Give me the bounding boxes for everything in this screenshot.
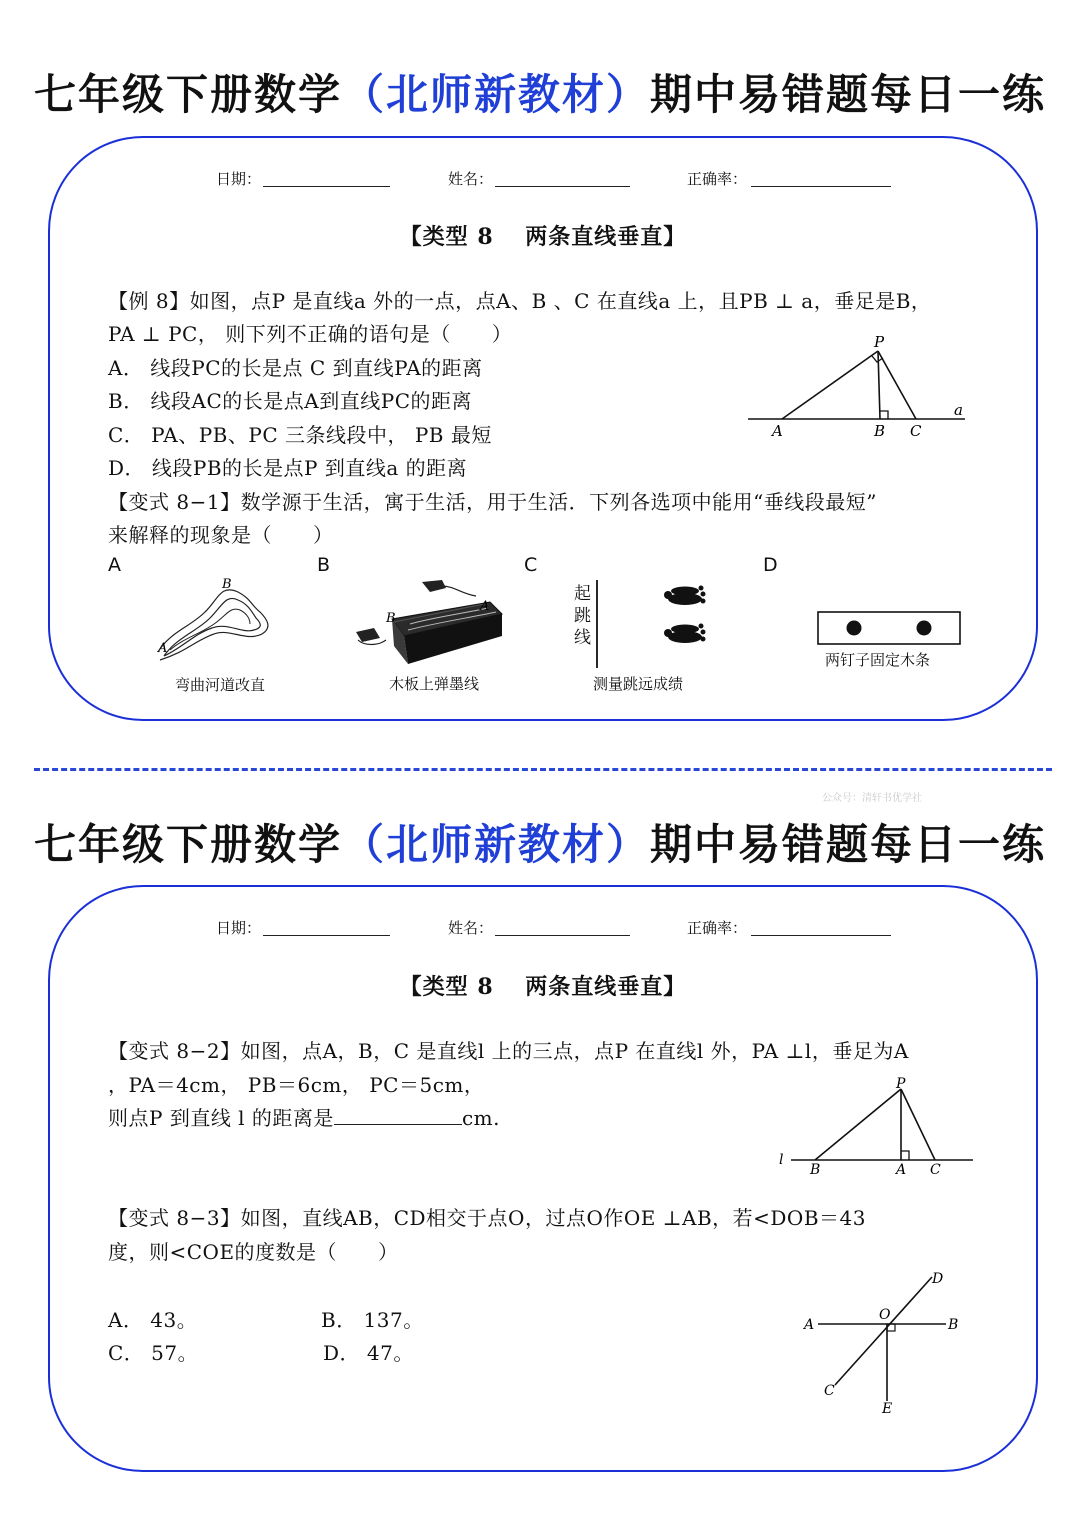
right-angle-a bbox=[901, 1151, 909, 1160]
title-suffix: 期中易错题每日一练 bbox=[650, 820, 1047, 869]
variant3-stem-line-2: 度，则<COE的度数是（ ） bbox=[108, 1240, 399, 1264]
worksheet-card-1 bbox=[48, 136, 1038, 721]
example-option-b: B． 线段AC的长是点A到直线PC的距离 bbox=[108, 389, 473, 413]
label-a: A bbox=[896, 1162, 907, 1177]
variant2-stem-line-1: 【变式 8−2】如图，点A，B，C 是直线l 上的三点，点P 在直线l 外，PA ⊥l，垂足为A bbox=[108, 1039, 909, 1063]
page-title-bottom bbox=[0, 812, 1080, 872]
label-b: B bbox=[874, 422, 886, 440]
caption-a: 弯曲河道改直 bbox=[175, 676, 266, 694]
caption-d: 两钉子固定木条 bbox=[825, 651, 931, 669]
example-stem-line-1: 【例 8】如图，点P 是直线a 外的一点，点A、B 、C 在直线a 上，且PB ⊥ a，垂足是B， bbox=[108, 289, 932, 313]
river-illustration bbox=[150, 572, 280, 672]
variant3-option-d: D． 47。 bbox=[323, 1341, 414, 1365]
date-label: 日期： bbox=[216, 170, 262, 188]
option-letter-d[interactable]: D bbox=[763, 554, 778, 576]
wood-strip bbox=[818, 612, 960, 644]
accuracy-field[interactable] bbox=[751, 935, 891, 936]
label-p: P bbox=[874, 333, 885, 351]
variant3-stem-line-1: 【变式 8−3】如图，直线AB，CD相交于点O，过点O作OE ⊥AB，若<DOB＝43 bbox=[108, 1206, 866, 1230]
variant1-stem-line-2: 来解释的现象是（ ） bbox=[108, 523, 334, 547]
variant2-stem-line-2: ，PA＝4cm， PB＝6cm， PC＝5cm， bbox=[108, 1073, 485, 1097]
example-option-c: C． PA、PB、PC 三条线段中， PB 最短 bbox=[108, 423, 492, 447]
variant1-stem-line-1: 【变式 8−1】数学源于生活，寓于生活，用于生活．下列各选项中能用“垂线段最短” bbox=[108, 490, 878, 514]
page-title-top bbox=[0, 62, 1080, 122]
variant3-option-c: C． 57。 bbox=[108, 1341, 199, 1365]
label-c: C bbox=[824, 1383, 835, 1399]
board-label-a: A bbox=[480, 599, 490, 614]
label-d: D bbox=[932, 1271, 944, 1287]
accuracy-label: 正确率： bbox=[687, 919, 748, 937]
title-prefix: 七年级下册数学 bbox=[33, 70, 342, 119]
date-label: 日期： bbox=[216, 919, 262, 937]
example-stem-line-2: PA ⊥ PC， 则下列不正确的语句是（ ） bbox=[108, 322, 513, 346]
caption-b: 木板上弹墨线 bbox=[389, 675, 480, 693]
long-jump-illustration bbox=[590, 574, 710, 674]
title-prefix: 七年级下册数学 bbox=[33, 820, 342, 869]
segment-pa bbox=[782, 351, 878, 419]
name-field[interactable] bbox=[495, 935, 630, 936]
river-label-a: A bbox=[158, 641, 168, 656]
label-b: B bbox=[810, 1162, 821, 1177]
watermark: 公众号：清轩书优学社 bbox=[822, 793, 922, 804]
option-letter-b[interactable]: B bbox=[317, 554, 331, 576]
name-label: 姓名： bbox=[448, 919, 494, 937]
label-e: E bbox=[882, 1401, 893, 1415]
label-line-l: l bbox=[779, 1152, 784, 1168]
name-label: 姓名： bbox=[448, 170, 494, 188]
label-b: B bbox=[948, 1317, 959, 1333]
right-angle-b bbox=[880, 411, 888, 419]
segment-pb bbox=[815, 1089, 901, 1160]
accuracy-field[interactable] bbox=[751, 186, 891, 187]
variant3-option-a: A． 43。 bbox=[108, 1308, 198, 1332]
example-option-a: A． 线段PC的长是点 C 到直线PA的距离 bbox=[108, 356, 483, 380]
board-illustration bbox=[350, 574, 510, 669]
cut-line-divider bbox=[34, 768, 1052, 771]
name-field[interactable] bbox=[495, 186, 630, 187]
nail-2-icon bbox=[917, 621, 932, 636]
segment-pc bbox=[901, 1089, 935, 1160]
label-o: O bbox=[879, 1307, 891, 1323]
example-figure bbox=[740, 333, 980, 443]
label-a: A bbox=[804, 1317, 815, 1333]
variant3-option-b: B． 137。 bbox=[321, 1308, 424, 1332]
river-label-b: B bbox=[222, 577, 232, 592]
caption-c: 测量跳远成绩 bbox=[593, 675, 684, 693]
board-label-b: B bbox=[386, 611, 396, 626]
date-field[interactable] bbox=[263, 186, 390, 187]
example-option-d: D． 线段PB的长是点P 到直线a 的距离 bbox=[108, 456, 468, 480]
title-highlight: （北师新教材） bbox=[341, 70, 650, 119]
label-c: C bbox=[930, 1162, 941, 1177]
variant2-figure bbox=[773, 1077, 983, 1177]
variant2-stem-line-3: 则点P 到直线 l 的距离是 cm. bbox=[108, 1106, 500, 1130]
option-letter-c[interactable]: C bbox=[524, 554, 538, 576]
option-letter-a[interactable]: A bbox=[108, 554, 121, 576]
answer-blank[interactable] bbox=[334, 1106, 462, 1125]
accuracy-label: 正确率： bbox=[687, 170, 748, 188]
label-line-a: a bbox=[954, 401, 963, 419]
label-p: P bbox=[896, 1077, 906, 1092]
date-field[interactable] bbox=[263, 935, 390, 936]
footprint-1-icon bbox=[664, 586, 706, 606]
title-highlight: （北师新教材） bbox=[341, 820, 650, 869]
takeoff-line-label: 起 跳 线 bbox=[574, 584, 591, 648]
type-heading: 【类型 8 两条直线垂直】 bbox=[399, 974, 687, 1000]
line-cd bbox=[835, 1277, 932, 1385]
worksheet-card-2 bbox=[48, 885, 1038, 1472]
segment-pc bbox=[878, 351, 916, 419]
type-heading: 【类型 8 两条直线垂直】 bbox=[399, 224, 687, 250]
variant3-figure bbox=[798, 1265, 978, 1415]
wood-strip-illustration bbox=[816, 610, 964, 650]
label-a: A bbox=[772, 422, 783, 440]
title-suffix: 期中易错题每日一练 bbox=[650, 70, 1047, 119]
label-c: C bbox=[910, 422, 922, 440]
nail-1-icon bbox=[847, 621, 862, 636]
footprint-2-icon bbox=[664, 624, 706, 644]
